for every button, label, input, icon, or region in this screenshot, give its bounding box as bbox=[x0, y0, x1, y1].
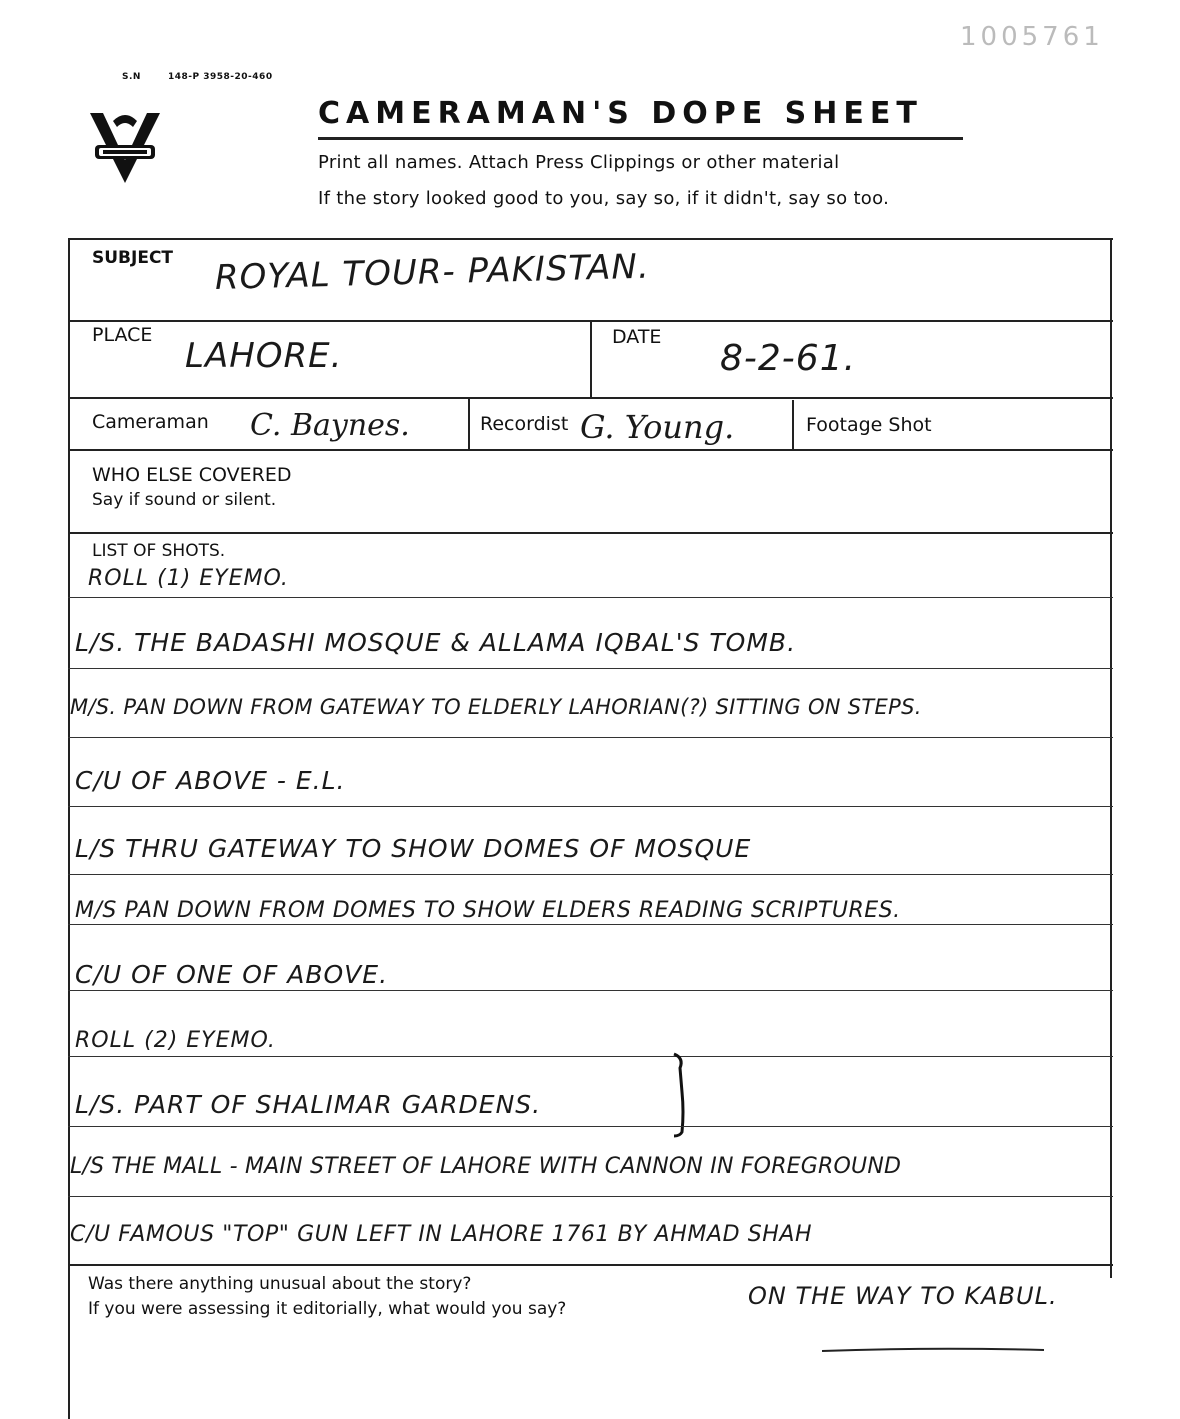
date-label: DATE bbox=[612, 326, 662, 348]
shot-line: ROLL (2) EYEMO. bbox=[75, 1028, 276, 1053]
divider-cameraman bbox=[68, 449, 1113, 451]
instruction-line-1: Print all names. Attach Press Clippings or other material bbox=[318, 152, 840, 173]
shot-rule bbox=[68, 990, 1113, 991]
assess-question: If you were assessing it editorially, what would you say? bbox=[88, 1299, 567, 1319]
shot-rule bbox=[68, 597, 1113, 598]
shot-rule bbox=[68, 1056, 1113, 1057]
cameraman-label: Cameraman bbox=[92, 411, 209, 433]
divider-shots bbox=[68, 1264, 1113, 1266]
form-top-border bbox=[68, 238, 1113, 240]
shot-rule bbox=[68, 806, 1113, 807]
unusual-question: Was there anything unusual about the story? bbox=[88, 1274, 472, 1294]
subject-label: SUBJECT bbox=[92, 248, 174, 268]
shot-rule bbox=[68, 924, 1113, 925]
who-else-label: WHO ELSE COVERED bbox=[92, 464, 292, 486]
shot-rule bbox=[68, 1196, 1113, 1197]
pen-underline bbox=[822, 1338, 1044, 1344]
recordist-label: Recordist bbox=[480, 413, 569, 435]
place-value: LAHORE. bbox=[185, 336, 343, 376]
shot-rule bbox=[68, 737, 1113, 738]
shot-line: L/S THE MALL - MAIN STREET OF LAHORE WITH CANNON IN FOREGROUND bbox=[70, 1154, 902, 1179]
shots-label: LIST OF SHOTS. bbox=[92, 541, 226, 561]
page-title: CAMERAMAN'S DOPE SHEET bbox=[318, 96, 923, 131]
recordist-divider bbox=[792, 400, 794, 449]
serial-label: S.N bbox=[122, 72, 141, 82]
form-code: 148-P 3958-20-460 bbox=[168, 72, 273, 82]
footage-label: Footage Shot bbox=[806, 414, 932, 436]
logo-icon bbox=[85, 105, 165, 185]
divider-place bbox=[68, 397, 1113, 399]
shot-line: L/S. PART OF SHALIMAR GARDENS. bbox=[75, 1090, 542, 1119]
shot-line: M/S PAN DOWN FROM DOMES TO SHOW ELDERS READING SCRIPTURES. bbox=[75, 898, 901, 923]
form-right-border bbox=[1110, 238, 1112, 1278]
shot-line: L/S. THE BADASHI MOSQUE & ALLAMA IQBAL'S TOMB. bbox=[75, 628, 797, 657]
shot-line: C/U OF ONE OF ABOVE. bbox=[75, 960, 389, 989]
shot-line: C/U FAMOUS "TOP" GUN LEFT IN LAHORE 1761 BY AHMAD SHAH bbox=[70, 1222, 813, 1247]
who-else-sub: Say if sound or silent. bbox=[92, 490, 277, 510]
recordist-value: G. Young. bbox=[580, 408, 735, 446]
place-label: PLACE bbox=[92, 324, 153, 346]
place-date-divider bbox=[590, 320, 592, 398]
date-value: 8-2-61. bbox=[720, 338, 857, 379]
shot-line: C/U OF ABOVE - E.L. bbox=[75, 766, 346, 795]
cameraman-value: C. Baynes. bbox=[250, 408, 410, 443]
title-underline bbox=[318, 137, 963, 140]
shot-line: L/S THRU GATEWAY TO SHOW DOMES OF MOSQUE bbox=[75, 834, 752, 863]
shot-rule bbox=[68, 1126, 1113, 1127]
shot-rule bbox=[68, 874, 1113, 875]
cameraman-divider bbox=[468, 397, 470, 449]
shot-rule bbox=[68, 668, 1113, 669]
subject-value: ROYAL TOUR- PAKISTAN. bbox=[214, 246, 651, 298]
shot-line: M/S. PAN DOWN FROM GATEWAY TO ELDERLY LAHORIAN(?) SITTING ON STEPS. bbox=[70, 695, 922, 719]
divider-who-else bbox=[68, 532, 1113, 534]
shot-line-continued: ON THE WAY TO KABUL. bbox=[748, 1282, 1058, 1310]
archive-number: 1005761 bbox=[960, 22, 1104, 52]
instruction-line-2: If the story looked good to you, say so, if it didn't, say so too. bbox=[318, 188, 890, 209]
shot-line: ROLL (1) EYEMO. bbox=[88, 566, 289, 591]
